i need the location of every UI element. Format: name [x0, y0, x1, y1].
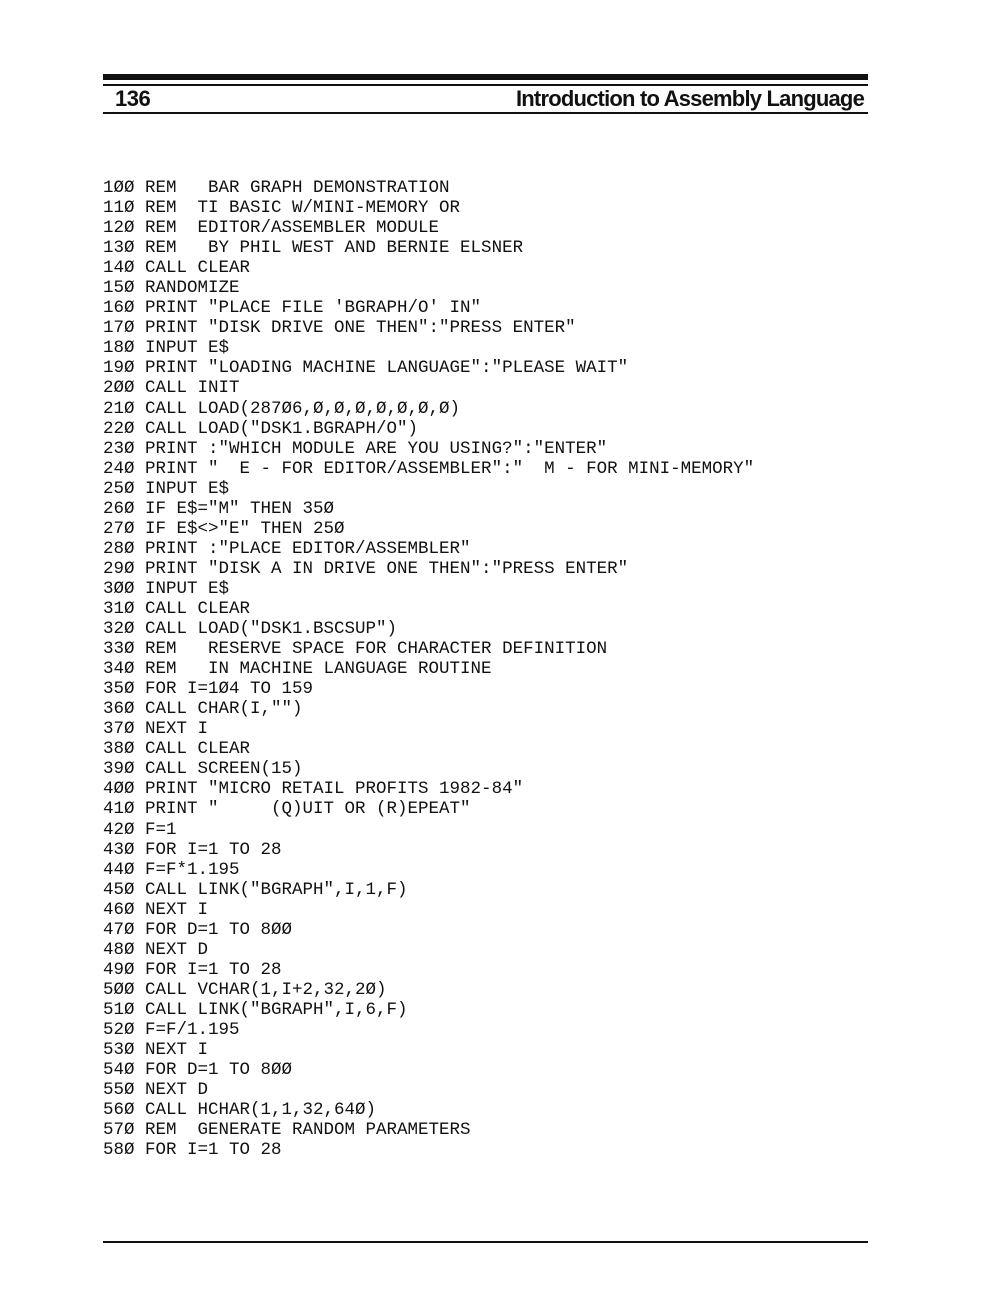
code-line: 32Ø CALL LOAD("DSK1.BSCSUP") [103, 619, 398, 640]
code-line: 12Ø REM EDITOR/ASSEMBLER MODULE [103, 218, 440, 239]
code-line: 14Ø CALL CLEAR [103, 258, 251, 279]
code-line: 54Ø FOR D=1 TO 8ØØ [103, 1060, 293, 1081]
code-line: 2ØØ CALL INIT [103, 378, 240, 399]
code-line: 23Ø PRINT :"WHICH MODULE ARE YOU USING?":"ENTER" [103, 438, 608, 459]
code-line: 3ØØ INPUT E$ [103, 578, 230, 599]
code-line: 19Ø PRINT "LOADING MACHINE LANGUAGE":"PLEASE WAIT" [103, 358, 629, 379]
code-line: 29Ø PRINT "DISK A IN DRIVE ONE THEN":"PRESS ENTER" [103, 558, 629, 579]
code-line: 34Ø REM IN MACHINE LANGUAGE ROUTINE [103, 659, 492, 680]
code-line: 5ØØ CALL VCHAR(1,I+2,32,2Ø) [103, 979, 387, 1000]
code-line: 46Ø NEXT I [103, 899, 209, 920]
code-line: 21Ø CALL LOAD(287Ø6,Ø,Ø,Ø,Ø,Ø,Ø,Ø) [103, 398, 461, 419]
code-line: 37Ø NEXT I [103, 719, 209, 740]
code-line: 18Ø INPUT E$ [103, 338, 230, 359]
code-line: 42Ø F=1 [103, 819, 177, 840]
code-line: 28Ø PRINT :"PLACE EDITOR/ASSEMBLER" [103, 538, 471, 559]
page-header [103, 84, 868, 114]
header-rule-thick [103, 74, 868, 80]
code-line: 41Ø PRINT " (Q)UIT OR (R)EPEAT" [103, 799, 471, 820]
code-line: 39Ø CALL SCREEN(15) [103, 759, 303, 780]
footer-rule [103, 1241, 868, 1243]
code-line: 47Ø FOR D=1 TO 8ØØ [103, 919, 293, 940]
code-line: 16Ø PRINT "PLACE FILE 'BGRAPH/O' IN" [103, 298, 482, 319]
code-line: 53Ø NEXT I [103, 1040, 209, 1061]
code-line: 52Ø F=F/1.195 [103, 1019, 240, 1040]
header-underline [103, 112, 868, 114]
code-line: 38Ø CALL CLEAR [103, 739, 251, 760]
running-title: Introduction to Assembly Language [515, 86, 864, 111]
code-line: 56Ø CALL HCHAR(1,1,32,64Ø) [103, 1100, 377, 1121]
code-line: 31Ø CALL CLEAR [103, 598, 251, 619]
code-line: 57Ø REM GENERATE RANDOM PARAMETERS [103, 1120, 471, 1141]
page-number: 136 [115, 86, 151, 111]
code-line: 49Ø FOR I=1 TO 28 [103, 959, 282, 980]
code-line: 33Ø REM RESERVE SPACE FOR CHARACTER DEFINITION [103, 639, 608, 660]
code-line: 35Ø FOR I=1Ø4 TO 159 [103, 679, 314, 700]
code-line: 26Ø IF E$="M" THEN 35Ø [103, 498, 335, 519]
code-line: 58Ø FOR I=1 TO 28 [103, 1140, 282, 1161]
code-line: 51Ø CALL LINK("BGRAPH",I,6,F) [103, 999, 408, 1020]
code-line: 27Ø IF E$<>"E" THEN 25Ø [103, 518, 345, 539]
code-line: 11Ø REM TI BASIC W/MINI-MEMORY OR [103, 198, 461, 219]
code-line: 44Ø F=F*1.195 [103, 859, 240, 880]
code-line: 25Ø INPUT E$ [103, 478, 230, 499]
code-line: 36Ø CALL CHAR(I,"") [103, 699, 303, 720]
code-line: 48Ø NEXT D [103, 939, 209, 960]
code-line: 4ØØ PRINT "MICRO RETAIL PROFITS 1982-84" [103, 779, 524, 800]
code-line: 43Ø FOR I=1 TO 28 [103, 839, 282, 860]
basic-program-listing [103, 178, 754, 1160]
code-line: 1ØØ REM BAR GRAPH DEMONSTRATION [103, 178, 450, 198]
code-line: 22Ø CALL LOAD("DSK1.BGRAPH/O") [103, 418, 419, 439]
code-line: 55Ø NEXT D [103, 1080, 209, 1101]
code-line: 45Ø CALL LINK("BGRAPH",I,1,F) [103, 879, 408, 900]
code-line: 24Ø PRINT " E - FOR EDITOR/ASSEMBLER":" M - FOR MINI-MEMORY" [103, 458, 755, 479]
code-line: 15Ø RANDOMIZE [103, 278, 240, 299]
code-line: 13Ø REM BY PHIL WEST AND BERNIE ELSNER [103, 238, 524, 259]
code-line: 17Ø PRINT "DISK DRIVE ONE THEN":"PRESS ENTER" [103, 318, 576, 339]
